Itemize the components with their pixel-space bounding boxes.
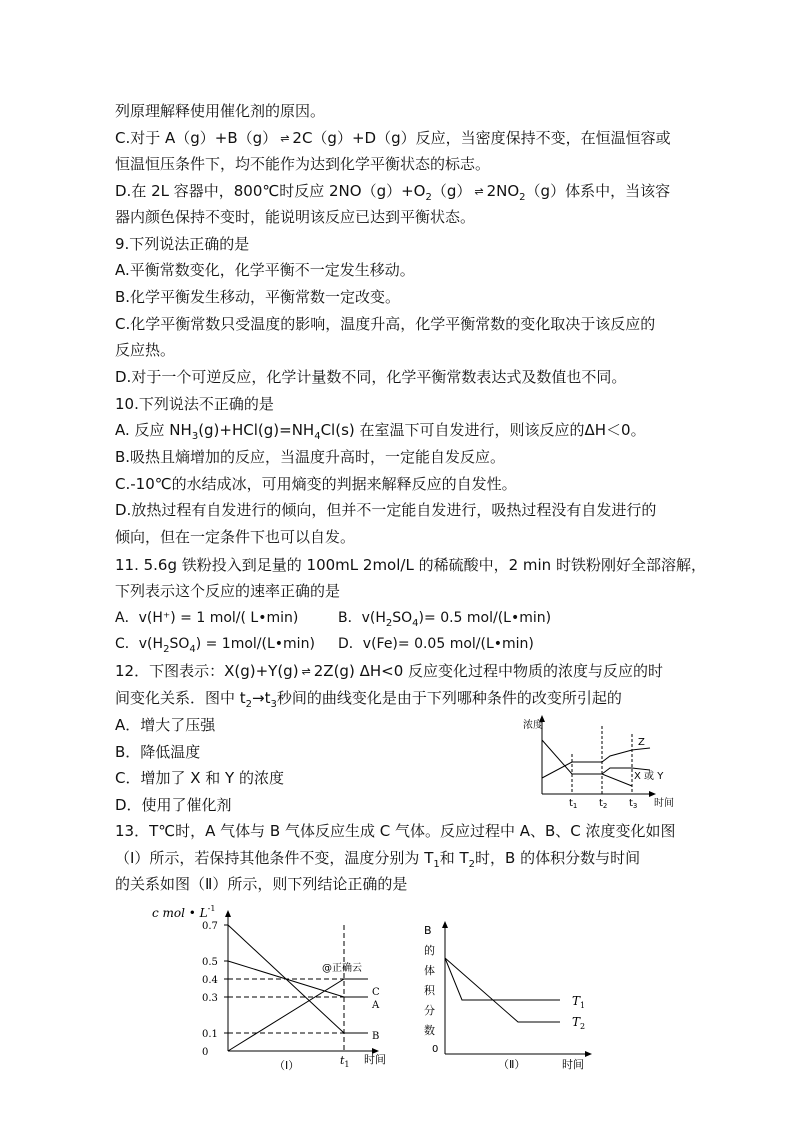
text: 时，B 的体积分数与时间 [475,849,641,867]
text: C．v(H [115,636,164,652]
x-or-y-curve-after [602,768,632,774]
y-axis-label-char: 体 [424,964,435,977]
text: （Ⅰ）所示，若保持其他条件不变，温度分别为 T [115,849,434,867]
subscript: 4 [189,643,196,655]
watermark: @正确云 [322,963,362,974]
y-axis-label-char: 积 [424,984,435,997]
label-x-or-y: X 或 Y [634,771,664,782]
t3-label: $t_3$ [629,798,638,810]
origin-label: 0 [432,1044,439,1055]
question-12-option-d [115,795,232,815]
text: 2C（g）+D（g）反应，当密度保持不变，在恒温恒容或 [292,129,671,147]
question-10-option-c [115,474,517,494]
text: （g） [431,182,472,200]
z-curve-end [632,748,650,750]
text: 2NO [486,182,520,200]
text: D．使用了催化剂 [115,796,232,814]
text: D.放热过程有自发进行的倾向，但并不一定能自发进行，吸热过程没有自发进行的 [115,501,657,519]
y-axis-arrow-icon [225,910,231,917]
t1-label: $t_1$ [569,798,578,810]
reversible-arrow-icon: ⇌ [301,665,311,678]
question-13-stem-cont [115,848,640,875]
y-tick-label: 0.7 [202,921,218,932]
text: D.在 2L 容器中，800℃时反应 2NO（g）+O [115,182,426,200]
subscript: 2 [245,699,253,710]
y-axis-label [424,924,436,1037]
subscript: 2 [425,192,432,203]
question-12-option-a [115,715,215,735]
t2-label: $t_2$ [599,798,608,810]
subscript: 3 [270,699,277,710]
text: SO [392,610,413,626]
question-10-stem [115,394,274,414]
text: A.平衡常数变化，化学平衡不一定发生移动。 [115,261,415,279]
question-12-option-c [115,768,284,788]
text: 12．下图表示：X(g)+Y(g) [115,662,299,680]
y-axis-label: c mol • $L^{-1}$ [152,905,216,920]
subscript: 2 [519,192,526,203]
figure-caption: （Ⅰ） [274,1059,300,1072]
series-label-b: B [372,1031,380,1042]
text: A. 反应 NH [115,421,192,439]
question-11-stem [115,555,706,575]
series-label-t2: $T_2$ [572,1015,586,1031]
text: )= 0.5 mol/(L•min) [418,610,552,626]
question-11-stem-cont [115,581,340,601]
subscript: 3 [191,431,199,442]
question-10-option-b [115,447,505,467]
question-12-stem [115,661,663,683]
question-11-option-c [115,634,315,660]
text: SO [169,636,190,652]
option-8c-line-1 [115,128,671,150]
text: ) = 1mol/(L•min) [195,636,315,652]
y-tick-label: 0.4 [202,975,218,986]
figure-12-chart [520,712,690,812]
question-12-option-b [115,742,200,762]
option-8c-line-2 [115,154,490,174]
text: 的关系如图（Ⅱ）所示，则下列结论正确的是 [115,875,408,893]
y-axis-label-char: 的 [424,944,435,957]
figure-caption: （Ⅱ） [498,1058,526,1070]
question-12-stem-cont [115,688,622,715]
x-axis-arrow-icon [585,1051,592,1057]
text: 间变化关系．图中 t [115,689,246,707]
subscript: 4 [412,617,419,629]
figure-13-i-chart [150,905,400,1075]
subscript: 1 [433,859,440,870]
y-axis-label-part: 浓度 [523,720,543,731]
question-9-option-b [115,287,400,307]
y-axis-label-char: 数 [424,1024,435,1037]
y-axis-arrow-icon [442,921,448,928]
x-or-y-curve-end [632,768,650,770]
question-9-option-c [115,314,655,334]
option-8d-line-2 [115,207,475,227]
text: 反应热。 [115,341,176,359]
x-axis-label: 时间 [562,1058,584,1070]
y-tick-label: 0 [202,1047,209,1058]
series-label-c: C [372,987,380,998]
text: C.-10℃的水结成冰，可用熵变的判据来解释反应的自发性。 [115,475,517,493]
t1-label: $t_1$ [340,1054,350,1069]
subscript: 2 [163,643,170,655]
question-9-option-d [115,367,626,387]
text: B．v(H [338,610,386,626]
question-9-option-a [115,260,415,280]
reversible-arrow-icon: ⇌ [280,132,290,145]
text: D.对于一个可逆反应，化学计量数不同，化学平衡常数表达式及数值也不同。 [115,368,627,386]
text: 9.下列说法正确的是 [115,235,250,253]
text: Cl(s) 在室温下可自发进行，则该反应的ΔH＜0。 [320,421,646,439]
text: （g）体系中，当该容 [525,182,671,200]
question-10-option-d-cont [115,527,355,547]
question-11-option-b [338,608,551,634]
question-10-option-d [115,500,656,520]
y-tick-label: 0.1 [202,1029,218,1040]
y-axis-label-char: B [424,924,432,937]
option-8d-line-1 [115,181,670,208]
text: (g)+HCl(g)=NH [198,421,315,439]
text: 下列表示这个反应的速率正确的是 [115,582,341,600]
text: A．增大了压强 [115,716,216,734]
text: →t [252,689,271,707]
text-line [115,101,325,121]
text: 恒温恒压条件下，均不能作为达到化学平衡状态的标志。 [115,155,491,173]
subscript: 2 [385,617,393,629]
text: 2Z(g) ΔH<0 反应变化过程中物质的浓度与反应的时 [313,662,664,680]
y-tick-label: 0.5 [202,957,218,968]
question-11-option-a [115,608,298,628]
question-9-stem [115,234,249,254]
text: C.化学平衡常数只受温度的影响，温度升高，化学平衡常数的变化取决于该反应的 [115,315,656,333]
x-axis-label: 时间 [364,1053,386,1066]
x-or-y-curve [542,740,632,786]
series-label-t1: $T_1$ [572,994,586,1010]
question-13-stem-cont2 [115,874,407,894]
text: 倾向，但在一定条件下也可以自发。 [115,528,356,546]
text: 11. 5.6g 铁粉投入到足量的 100mL 2mol/L 的稀硫酸中，2 min 时铁粉刚好全部溶解， [115,556,706,574]
text: B.化学平衡发生移动，平衡常数一定改变。 [115,288,401,306]
x-axis-label: 时间 [654,798,674,809]
text: 10.下列说法不正确的是 [115,395,274,413]
text: 秒间的曲线变化是由于下列哪种条件的改变所引起的 [276,689,622,707]
text: 器内颜色保持不变时，能说明该反应已达到平衡状态。 [115,208,476,226]
text: B.吸热且熵增加的反应，当温度升高时，一定能自发反应。 [115,448,506,466]
text: 列原理解释使用催化剂的原因。 [115,102,326,120]
y-ticks [202,921,228,1058]
subscript: 2 [468,859,476,870]
series-line-t1 [445,958,560,1000]
text: D．v(Fe)= 0.05 mol/(L•min) [338,636,534,652]
series-label-a: A [372,1000,380,1011]
text: A．v(H⁺) = 1 mol/( L•min) [115,610,299,626]
question-11-option-d [338,634,534,654]
subscript: 4 [314,431,321,442]
text: C.对于 A（g）+B（g） [115,129,278,147]
series-line-t2 [445,958,560,1022]
text: 和 T [439,849,469,867]
label-z: Z [638,737,645,748]
question-10-option-a [115,420,646,447]
question-9-option-c-cont [115,340,175,360]
reversible-arrow-icon: ⇌ [474,185,484,198]
x-axis-arrow-icon [649,791,656,797]
text: B．降低温度 [115,743,201,761]
y-axis-label-char: 分 [424,1004,435,1017]
y-tick-label: 0.3 [202,993,218,1004]
text: C．增加了 X 和 Y 的浓度 [115,769,284,787]
text: 13．T℃时，A 气体与 B 气体反应生成 C 气体。反应过程中 A、B、C 浓度变化如图 [115,822,676,840]
series-group [228,925,368,1051]
figure-13-ii-chart [420,920,600,1070]
question-13-stem [115,821,676,841]
